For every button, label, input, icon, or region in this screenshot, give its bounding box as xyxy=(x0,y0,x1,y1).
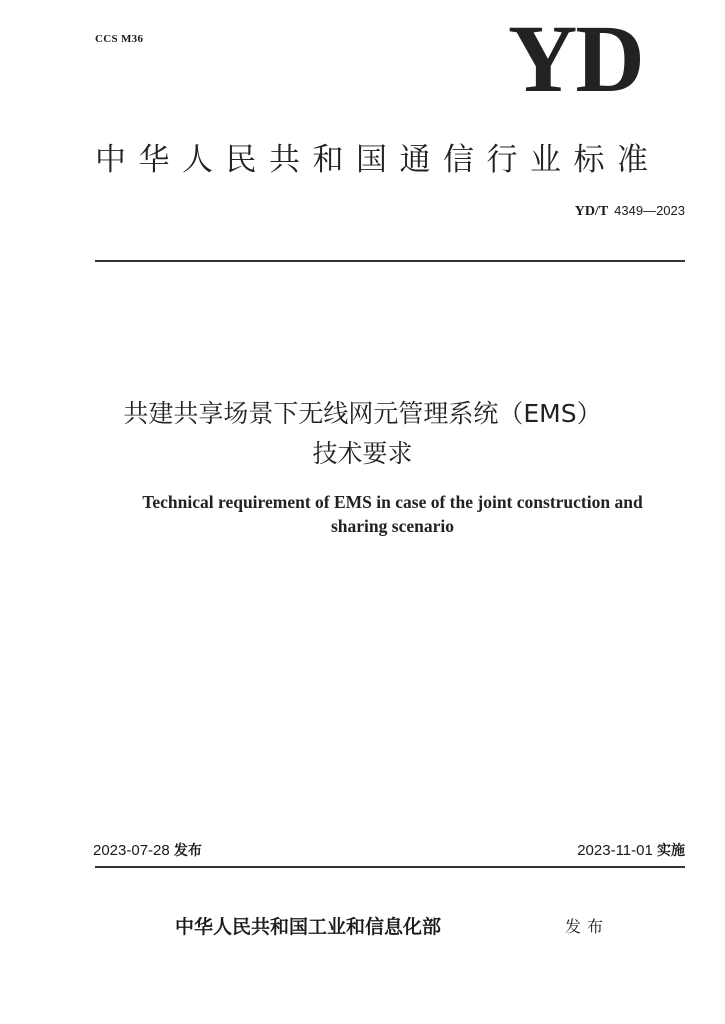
bottom-divider xyxy=(95,866,685,868)
top-divider xyxy=(95,260,685,262)
implement-date-value: 2023-11-01 xyxy=(577,842,653,859)
ccs-code: CCS M36 xyxy=(95,33,144,45)
standard-number-value: 4349—2023 xyxy=(614,203,685,218)
title-english-line2: sharing scenario xyxy=(331,516,454,536)
issuing-authority: 中华人民共和国工业和信息化部 xyxy=(175,916,442,938)
title-chinese-line1: 共建共享场景下无线网元管理系统（EMS） xyxy=(123,399,602,428)
title-english xyxy=(70,490,715,538)
yd-logo: YD xyxy=(508,5,643,112)
implement-date xyxy=(577,840,685,860)
title-chinese-line2: 技术要求 xyxy=(312,439,413,468)
standard-prefix: YD/T xyxy=(574,204,609,219)
publish-date-value: 2023-07-28 xyxy=(93,842,170,859)
issuing-action: 发布 xyxy=(565,917,610,936)
title-chinese xyxy=(40,394,685,474)
standard-number xyxy=(575,203,685,220)
standard-type-heading: 中华人民共和国通信行业标准 xyxy=(95,142,661,178)
title-english-line1: Technical requirement of EMS in case of the joint construction and xyxy=(142,492,643,512)
publish-date-label: 发布 xyxy=(173,843,202,859)
publish-date xyxy=(93,840,202,860)
implement-date-label: 实施 xyxy=(657,843,685,859)
